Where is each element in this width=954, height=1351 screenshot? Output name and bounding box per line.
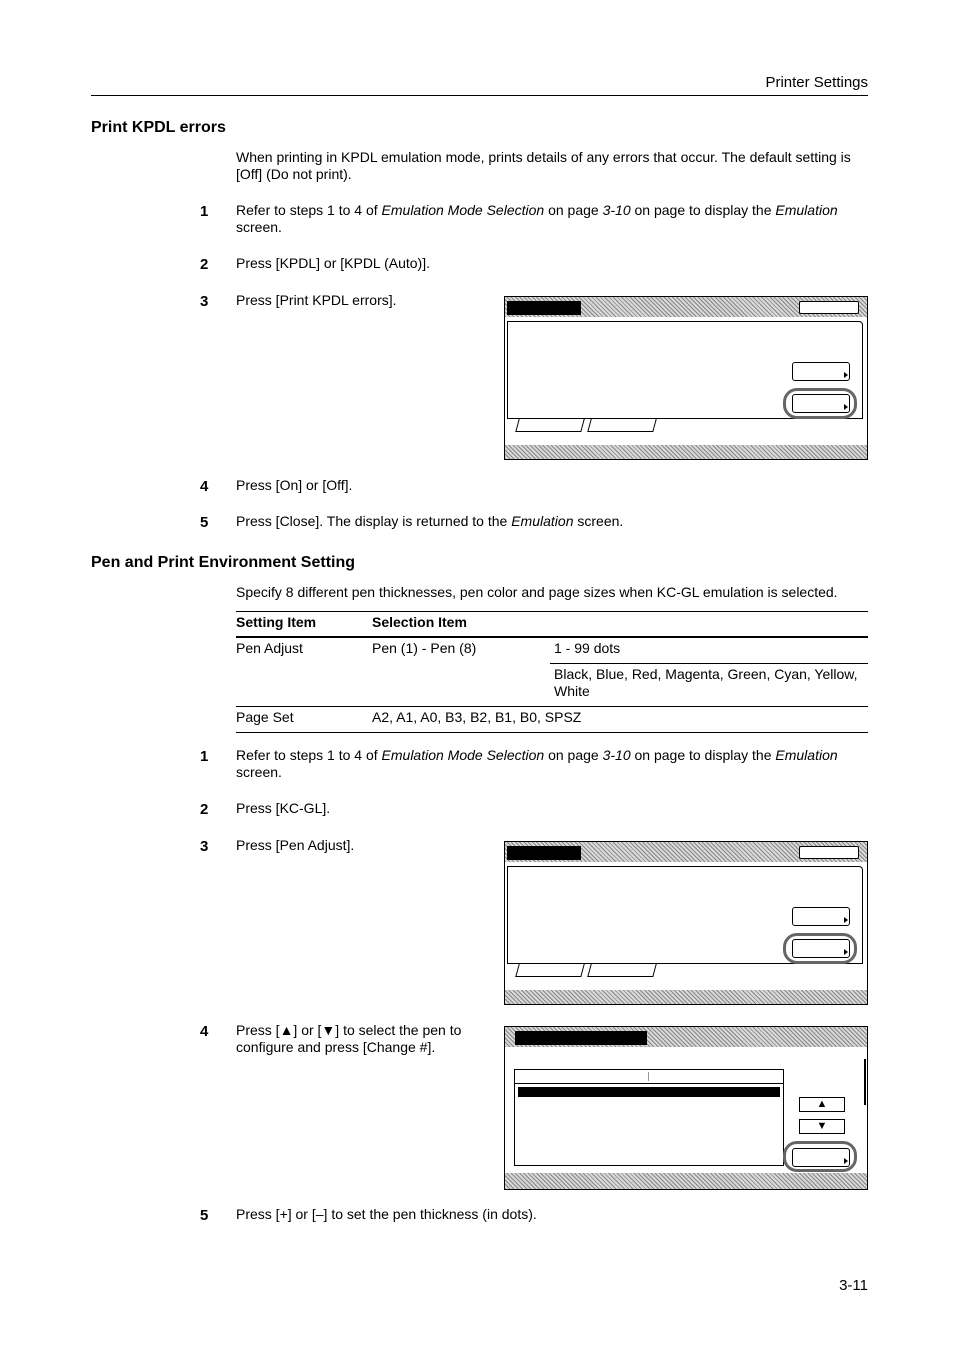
close-button[interactable] — [799, 301, 859, 314]
table-header-rule — [236, 636, 868, 638]
table-header-selection-item: Selection Item — [372, 614, 467, 630]
up-arrow-button[interactable] — [799, 1097, 845, 1112]
step-number: 4 — [200, 1023, 209, 1040]
screen-bottom-band — [505, 1173, 867, 1189]
option-button[interactable] — [792, 907, 850, 926]
panel-screenshot-print-kpdl-errors — [504, 296, 868, 460]
table-cell-item: Page Set — [236, 709, 294, 725]
step-text: Press [Close]. The display is returned to the Emulation screen. — [236, 513, 624, 529]
step-text: Press [KC-GL]. — [236, 800, 331, 816]
up-arrow-icon: ▲ — [816, 1098, 828, 1110]
down-arrow-button[interactable] — [799, 1119, 845, 1134]
step-number: 3 — [200, 838, 209, 855]
table-header-setting-item: Setting Item — [236, 614, 317, 630]
step-number: 1 — [200, 203, 209, 220]
running-head: Printer Settings — [765, 74, 868, 91]
highlight-ring — [783, 388, 857, 419]
tab[interactable] — [587, 964, 656, 977]
section-title-pen-environment: Pen and Print Environment Setting — [91, 554, 356, 571]
list-column-divider — [648, 1072, 649, 1081]
table-bottom-rule — [236, 732, 868, 733]
step-number: 3 — [200, 293, 209, 310]
step-text: Press [▲] or [▼] to select the pen to configure and press [Change #]. — [236, 1022, 462, 1055]
tab[interactable] — [587, 419, 656, 432]
step-text: Press [On] or [Off]. — [236, 477, 353, 493]
scroll-edge — [864, 1059, 866, 1105]
section-title-print-kpdl-errors: Print KPDL errors — [91, 119, 226, 136]
step-text: Refer to steps 1 to 4 of Emulation Mode Selection on page 3-10 on page to display the Emulation screen. — [236, 747, 838, 780]
section1-intro: When printing in KPDL emulation mode, prints details of any errors that occur. The default setting is [Off] (Do not print). — [236, 149, 851, 182]
screen-title-block — [507, 846, 581, 860]
table-cell-selection: Pen (1) - Pen (8) — [372, 640, 477, 656]
step-text: Press [KPDL] or [KPDL (Auto)]. — [236, 255, 430, 271]
pen-list[interactable] — [514, 1069, 784, 1166]
page-number: 3-11 — [839, 1277, 868, 1294]
down-arrow-icon: ▼ — [816, 1120, 828, 1132]
table-cell-selection: A2, A1, A0, B3, B2, B1, B0, SPSZ — [372, 709, 582, 725]
tab[interactable] — [515, 419, 584, 432]
screen-bottom-band — [505, 445, 867, 459]
table-top-rule — [236, 611, 868, 612]
step-number: 4 — [200, 478, 209, 495]
highlight-ring — [783, 933, 857, 964]
close-button[interactable] — [799, 846, 859, 859]
step-number: 1 — [200, 748, 209, 765]
step-text: Press [Pen Adjust]. — [236, 837, 355, 853]
tab[interactable] — [515, 964, 584, 977]
step-text: Refer to steps 1 to 4 of Emulation Mode Selection on page 3-10 on page to display the Emulation screen. — [236, 202, 838, 235]
table-cell-detail: Black, Blue, Red, Magenta, Green, Cyan, Yellow, White — [554, 666, 858, 699]
step-number: 2 — [200, 801, 209, 818]
screen-bottom-band — [505, 990, 867, 1004]
screen-title-block — [507, 301, 581, 315]
selected-pen-row[interactable] — [518, 1087, 780, 1097]
section2-intro: Specify 8 different pen thicknesses, pen color and page sizes when KC-GL emulation is selected. — [236, 584, 838, 600]
highlight-ring — [783, 1141, 857, 1172]
step-text: Press [+] or [–] to set the pen thickness (in dots). — [236, 1206, 537, 1222]
table-sub-rule — [550, 663, 868, 664]
table-cell-item: Pen Adjust — [236, 640, 303, 656]
list-header-rule — [515, 1083, 783, 1084]
step-number: 2 — [200, 256, 209, 273]
table-cell-detail: 1 - 99 dots — [554, 640, 621, 656]
option-button[interactable] — [792, 362, 850, 381]
screen-title-block — [515, 1031, 647, 1045]
table-row-rule — [236, 706, 868, 707]
step-number: 5 — [200, 1207, 209, 1224]
step-text: Press [Print KPDL errors]. — [236, 292, 397, 308]
panel-screenshot-pen-select — [504, 1026, 868, 1190]
panel-screenshot-kc-gl — [504, 841, 868, 1005]
step-number: 5 — [200, 514, 209, 531]
header-rule — [91, 95, 868, 96]
